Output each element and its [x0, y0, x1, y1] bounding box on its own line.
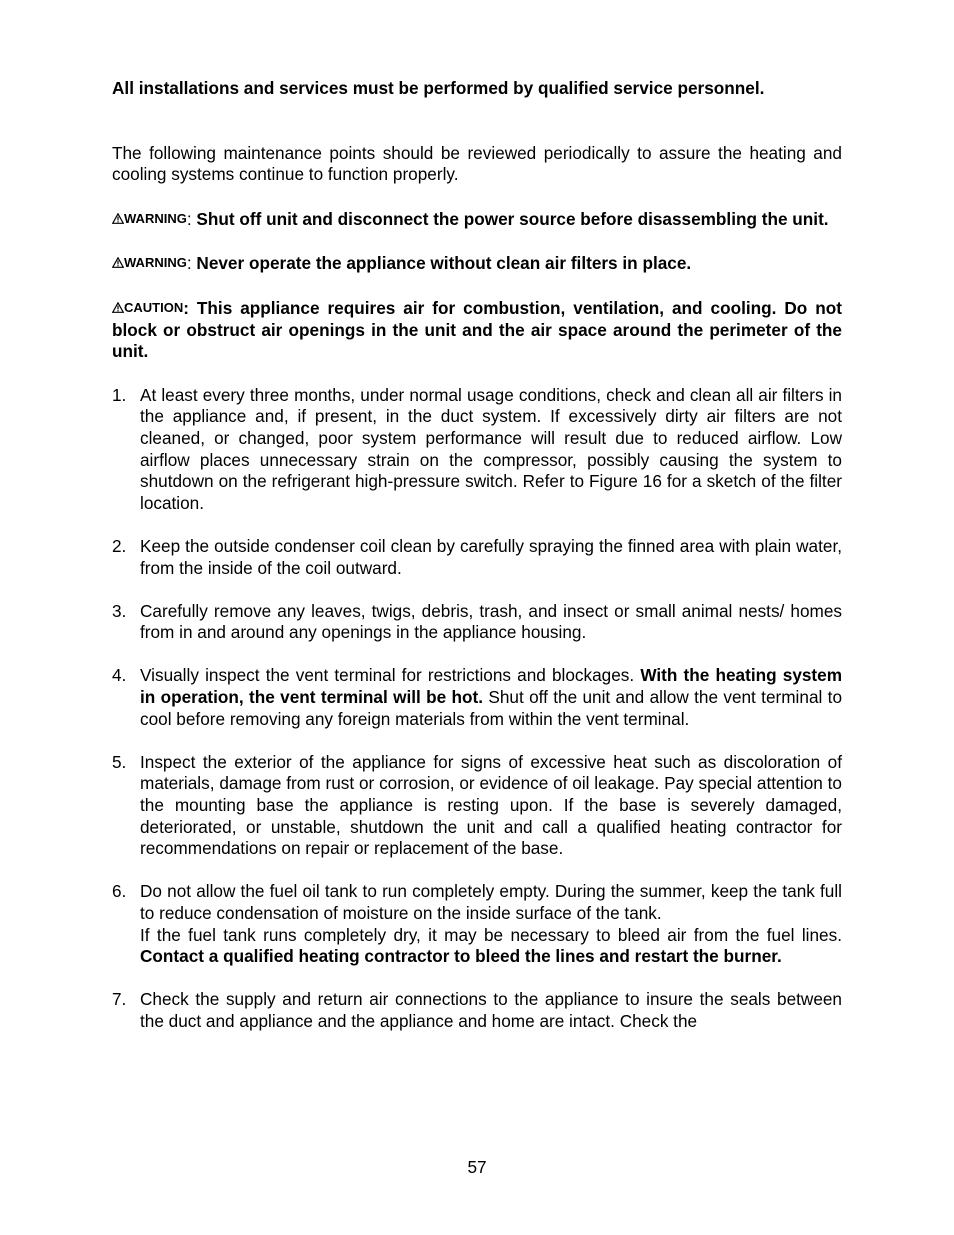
- warning-text: Never operate the appliance without clean air filters in place.: [191, 253, 692, 274]
- list-item: [112, 385, 842, 515]
- list-item-number: 3.: [112, 600, 127, 621]
- list-item-number: 4.: [112, 665, 127, 686]
- warning-text: Shut off unit and disconnect the power source before disassembling the unit.: [191, 208, 829, 229]
- caution-triangle-icon: [112, 302, 124, 313]
- warning-badge: [112, 208, 187, 230]
- intro-paragraph: The following maintenance points should be reviewed periodically to assure the heating and cooling systems continue to function properly.: [112, 142, 842, 185]
- list-item-number: 6.: [112, 881, 127, 902]
- list-item-text: Check the supply and return air connections to the appliance to insure the seals between the duct and appliance and the appliance and home are intact. Check the: [140, 989, 842, 1031]
- caution-badge: [112, 297, 183, 319]
- list-item-text: Keep the outside condenser coil clean by carefully spraying the finned area with plain water, from the inside of the coil outward.: [140, 535, 842, 578]
- header-notice: All installations and services must be performed by qualified service personnel.: [112, 78, 765, 98]
- list-item-number: 2.: [112, 535, 127, 556]
- caution-text: This appliance requires air for combustion, ventilation, and cooling. Do not block or obstruct air openings in the unit and the air space around the perimeter of the unit.: [112, 297, 842, 362]
- list-item: [112, 989, 842, 1032]
- list-item: [112, 752, 842, 860]
- notice-separator: :: [186, 253, 192, 274]
- list-item-number: 7.: [112, 989, 127, 1010]
- list-item-bold-text: Contact a qualified heating contractor to bleed the lines and restart the burner.: [140, 946, 782, 967]
- warning-badge: [112, 252, 187, 274]
- warning-notice-1: [112, 208, 842, 231]
- page-number: 57: [467, 1157, 487, 1177]
- list-item-text: Inspect the exterior of the appliance for signs of excessive heat such as discoloration of materials, damage from rust or corrosion, or evidence of oil leakage. Pay special attention to the mounting base the appliance is resting upon. If the base is severely damaged, deteriorated, or unstable, shutdown the unit and call a qualified heating contractor for recommendations on repair or replacement of the base.: [140, 751, 842, 859]
- list-item-bold-text: With the heating system in operation, the vent terminal will be hot.: [140, 665, 842, 708]
- list-item-text: Carefully remove any leaves, twigs, debris, trash, and insect or small animal nests/ homes from in and around any openings in the appliance housing.: [140, 600, 842, 643]
- list-item-text: Visually inspect the vent terminal for restrictions and blockages.: [140, 665, 641, 686]
- caution-label: CAUTION: [124, 299, 184, 315]
- maintenance-steps-list: [112, 385, 842, 1033]
- warning-label: WARNING: [124, 210, 187, 226]
- caution-notice: [112, 297, 842, 363]
- list-item-text: If the fuel tank runs completely dry, it may be necessary to bleed air from the fuel lines.: [140, 924, 842, 945]
- list-item-text: Shut off the unit and allow the vent terminal to cool before removing any foreign materials from within the vent terminal.: [140, 687, 843, 729]
- page-content: [112, 78, 842, 1054]
- list-item: [112, 536, 842, 579]
- list-item: [112, 665, 842, 730]
- list-item: [112, 881, 842, 967]
- notice-separator: :: [183, 297, 189, 318]
- list-item-text: Do not allow the fuel oil tank to run completely empty. During the summer, keep the tank full to reduce condensation of moisture on the inside surface of the tank.: [140, 881, 842, 923]
- list-item: [112, 601, 842, 644]
- warning-triangle-icon: [112, 257, 124, 268]
- notice-separator: :: [186, 208, 192, 229]
- warning-triangle-icon: [112, 213, 124, 224]
- list-item-number: 1.: [112, 384, 127, 405]
- warning-notice-2: [112, 252, 842, 275]
- list-item-text: At least every three months, under normal usage conditions, check and clean all air filters in the appliance and, if present, in the duct system. If excessively dirty air filters are not cleaned, or changed, poor system performance will result due to reduced airflow. Low airflow places unnecessary strain on the compressor, possibly causing the system to shutdown on the refrigerant high-pressure switch. Refer to Figure 16 for a sketch of the filter location.: [140, 384, 842, 513]
- list-item-number: 5.: [112, 751, 127, 772]
- warning-label: WARNING: [124, 255, 187, 271]
